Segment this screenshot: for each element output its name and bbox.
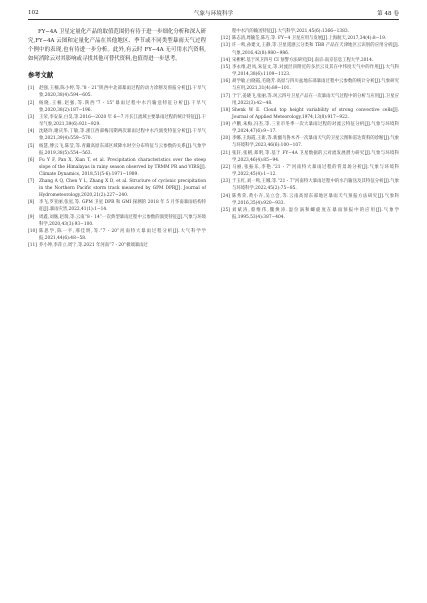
reference-text: 王荣,李安泰,白昊,等.2016—2020 年 6—7 月长江流域主要暴雨过程的统计特征[J].干旱气象,2021,39(6):921−929. (39, 114, 206, 127)
reference-item (28, 228, 206, 242)
reference-list-left (28, 85, 206, 249)
reference-number: [3] (28, 114, 35, 120)
reference-text: 李飞,罗亚丽,张星,等. GPM 卫星 DPR 和 GMI 探测的 2018 年 5 月华南暴雨结构特征[J].暴雨灾害,2022,41(1):1−14. (39, 200, 206, 213)
reference-item (28, 157, 206, 178)
reference-item (221, 28, 399, 35)
page-number: 102 (28, 10, 39, 16)
reference-number: [4] (28, 129, 35, 135)
reference-item (221, 150, 399, 164)
page-header (28, 7, 399, 20)
reference-number: [10] (28, 229, 37, 234)
reference-text: 马丽,张振乐,李艳.“21・7”河南特大暴雨过程的背景场分析[J].气象与环境科学,2022,45(4):1−12. (232, 164, 399, 177)
reference-text: 赵强,王楠,陈小婷,等.“8・21”陕西中北部暴雨过程的动力诊断及预报分析[J].干旱气象,2020,38(4):594−605. (39, 86, 206, 99)
volume-label: 第 48 卷 (377, 11, 399, 17)
reference-text: 张轩,张朝,郑明,等.基于 FY−4A 卫星数据的云对流发展潜力研究[J].气象与环境科学,2023,46(4):85−94. (232, 150, 399, 163)
reference-text: 程中水汽的输送特征[J].大气科学,2021,45(6):1366−1383. (232, 29, 350, 34)
reference-number: [8] (28, 200, 35, 206)
reference-number: [1] (28, 86, 35, 92)
reference-number: [9] (28, 214, 35, 220)
reference-item (221, 178, 399, 192)
reference-text: 李娜,王海霞,王新,等.新疆乌鲁木齐一次暴雨天气的卫星云图和雷达资料的诊断[J].气象与环境科学,2023,46(6):100−107. (232, 136, 399, 149)
body-paragraph: FY−4A 卫星定量化产品的取值范围仍有待于进一步细化分析和深入研究,FY−4A 云图和定量化产品在其他地区、季节或不同类型暴雨天气过程个例中的表现,也有待进一步分析。此外,有云时 FY−4A 无可用水汽资料,如何消除云对其影响或寻找其他可替代资料,也值得进一步思考。 (28, 29, 206, 63)
reference-number: [14] (221, 57, 230, 63)
reference-text: 陈秀荣,黄小卉,吴立会,等.云南高原东部地区暴雨天气预报方法研究[J].气象科学,2016,35(4):920−933. (232, 193, 399, 206)
reference-text: 陈思学,陈一平,邢佳明,等.“7・20”河南特大暴雨过程分析[J].大气科学学报,2021,44(6):48−58. (39, 229, 206, 242)
reference-number: [17] (221, 93, 230, 99)
reference-text: 周鑫,刘旸,赵瑞,等.云南“8・14”一次典型暴雨过程中云参数的演变特征[J].气象与环境科学,2020,43(3):93−100. (39, 214, 206, 227)
reference-item (28, 178, 206, 199)
reference-text: 陈志清,周毓荃,陈巧,等. FY−4 卫星应用与发展[J].上海航天,2017,34(4):8−19. (232, 36, 387, 42)
reference-text: 沈晓玲,谢庆华,丁敏,等.浙江西部梅汛期两次暴雨过程中水汽演变特征分析[J].干旱气象,2021,39(4):559−570. (39, 129, 206, 142)
reference-text: 宋彬彬.基于风卫四号 CI 预警方法研究[D].南京:南京信息工程大学,2014. (232, 57, 374, 63)
reference-number: [24] (221, 193, 230, 199)
reference-text: Zhang A Q, Chen Y L, Zhang X D, et al. Structure of cyclonic precipitation in the Northern Pacific storm track measured by GPM DPR[J]. Journal of Hydrometeorology,2020,21(2):227−240. (39, 179, 206, 199)
reference-number: [13] (221, 43, 230, 49)
reference-text: 卢鹏,朱梅,冯杰,等.三亚市冬季一次大暴雨过程的对流云特征分析[J].气象与环境科学,2024,47(6):9−17. (232, 122, 399, 135)
reference-list-right (221, 28, 399, 221)
reference-number: [6] (28, 157, 35, 163)
reference-text: 许一鸣,孙建文,王静,等.卫星遥感云分类和 TBB 产品在天津地区云识别的应用分析[J].气象,2016,42(8):980−986. (232, 43, 399, 56)
reference-item (221, 164, 399, 178)
reference-number: [23] (221, 179, 230, 185)
reference-item (221, 107, 399, 121)
reference-item (221, 64, 399, 78)
reference-text: 于玉红,刘一鸣,王娜,等.“21・7”河南特大暴雨过程中的水汽输送及其特征分析[J].气象与环境科学,2022,45(2):75−85. (232, 179, 399, 192)
reference-item (221, 193, 399, 207)
reference-text: 杨晓,王楠,赵强,等.陕西“7・15”暴雨过程中水汽输送特征分析[J].干旱气象,2020,38(2):187−196. (39, 100, 206, 113)
reference-text: 于宁,姜晓飞,张丽,等.风云四号卫星产品在一次暴雨天气过程中的分析与应用[J].卫星应用,2022(3):42−48. (232, 93, 399, 106)
reference-item (221, 207, 399, 221)
two-column-body (28, 28, 399, 250)
reference-item (28, 85, 206, 99)
reference-item (221, 42, 399, 56)
reference-number: [2] (28, 100, 35, 106)
reference-number: [15] (221, 64, 230, 70)
reference-number: [11] (28, 243, 37, 249)
reference-item (221, 78, 399, 92)
reference-item (28, 114, 206, 128)
reference-item (28, 214, 206, 228)
reference-text: Fu Y F, Pan X, Xian T, et al. Precipitation characteristics over the steep slope of the Himalayas in rainy season observed by TRMM PR and VIRS[J]. Climate Dynamics, 2018,51(5-6):1971−1989. (39, 157, 206, 177)
reference-number: [16] (221, 79, 230, 85)
reference-item (28, 143, 206, 157)
reference-item (28, 100, 206, 114)
reference-item (28, 199, 206, 213)
reference-item (221, 93, 399, 107)
reference-number: [18] (221, 107, 230, 113)
right-column (221, 28, 399, 250)
reference-number: [7] (28, 179, 35, 185)
reference-number: [19] (221, 122, 230, 128)
reference-text: 乔小坤,李萍立,周宁,等.2021 年河南“7・20”极端暴雨过 (39, 243, 148, 249)
left-column (28, 28, 206, 250)
reference-item (28, 242, 206, 249)
reference-number: [12] (221, 36, 230, 42)
reference-item (28, 128, 206, 142)
reference-text: 李永维,赵凤,朱征文,等.对流层顶附近的多层云及其在中纬度天气中的作用[J].大气科学,2014,38(6):1109−1123. (232, 64, 399, 78)
reference-number: [22] (221, 164, 230, 170)
reference-text: 胡学敏,白晓霞,毛晓芳.高原与四川盆地东部暴雨过程中云参数的统计分析[J].气象研究与应用,2021,31(4):89−101. (232, 79, 399, 92)
reference-number: [21] (221, 150, 230, 156)
journal-title: 气象与环境科学 (193, 11, 234, 17)
reference-item (221, 57, 399, 64)
reference-item (221, 135, 399, 149)
reference-text: 杨慧,傅云飞,陈莹,等.青藏高原东部区域降水时空分布特征与云参数的关系[J].气象学报,2019,38(5):554−563. (39, 143, 206, 156)
reference-number: [5] (28, 143, 35, 149)
reference-number: [25] (221, 207, 230, 213)
reference-item (221, 121, 399, 135)
reference-number: [20] (221, 136, 230, 142)
reference-text: Shenk W E. Cloud top height variability of strong convective cells[J]. Journal of Applied Meteorology,1974,13(8):917−922. (232, 107, 399, 120)
reference-text: 刘斌涛,蔡维伟,魏焕涛.湿位涡和螺旋度在暴雨预报中的应用[J].气象学报,1995,53(4):387−404. (232, 207, 399, 220)
reference-item (221, 35, 399, 42)
references-heading: 参考文献 (28, 72, 54, 80)
